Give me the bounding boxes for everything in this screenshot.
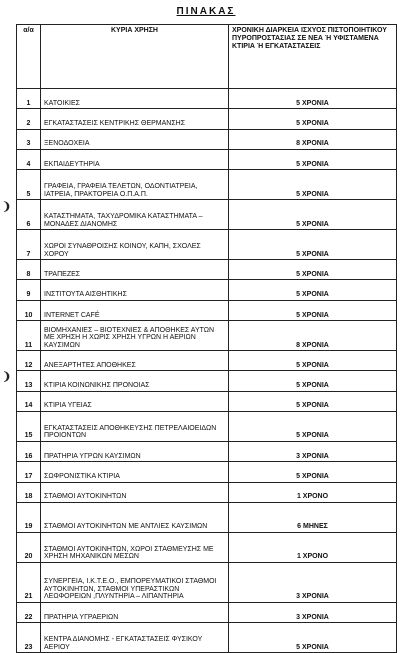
table-row <box>17 411 397 441</box>
page-title: ΠΙΝΑΚΑΣ <box>176 6 236 17</box>
table-row <box>17 391 397 411</box>
row-main-use: INTERNET CAFÉ <box>41 300 229 320</box>
row-main-use: ΧΩΡΟΙ ΣΥΝΑΘΡΟΙΣΗΣ ΚΟΙΝΟΥ, ΚΑΠΗ, ΣΧΟΛΕΣ ΧΟΡΟΥ <box>41 230 229 260</box>
row-duration: 5 ΧΡΟΝΙΑ <box>229 371 397 391</box>
table-row <box>17 230 397 260</box>
row-number: 12 <box>17 351 41 371</box>
row-number: 14 <box>17 391 41 411</box>
table-row <box>17 149 397 169</box>
row-main-use: ΠΡΑΤΗΡΙΑ ΥΓΡΩΝ ΚΑΥΣΙΜΩΝ <box>41 441 229 461</box>
header-duration: ΧΡΟΝΙΚΗ ΔΙΑΡΚΕΙΑ ΙΣΧΥΟΣ ΠΙΣΤΟΠΟΙΗΤΙΚΟΥ ΠΥΡΟΠΡΟΣΤΑΣΙΑΣ ΣΕ ΝΕΑ Ή ΥΦΙΣΤΑΜΕΝΑ ΚΤΙΡΙΑ Ή ΕΓΚΑΤΑΣΤΑΣΕΙΣ <box>229 25 397 89</box>
table-row <box>17 200 397 230</box>
row-number: 3 <box>17 129 41 149</box>
table-row <box>17 129 397 149</box>
row-duration: 5 ΧΡΟΝΙΑ <box>229 170 397 200</box>
table-row <box>17 321 397 351</box>
table-row <box>17 371 397 391</box>
row-duration: 5 ΧΡΟΝΙΑ <box>229 149 397 169</box>
margin-mark: ❩ <box>2 371 12 383</box>
row-number: 2 <box>17 109 41 129</box>
row-duration: 5 ΧΡΟΝΙΑ <box>229 200 397 230</box>
row-duration: 5 ΧΡΟΝΙΑ <box>229 623 397 653</box>
row-number: 16 <box>17 441 41 461</box>
row-main-use: ΣΥΝΕΡΓΕΙΑ, Ι.Κ.Τ.Ε.Ο., ΕΜΠΟΡΕΥΜΑΤΙΚΟΙ ΣΤΑΘΜΟΙ ΑΥΤΟΚΙΝΗΤΩΝ, ΣΤΑΘΜΟΙ ΥΠΕΡΑΣΤΙΚΩΝ ΛΕΩΦΟΡΕΙΩΝ ,ΠΛΥΝΤΗΡΙΑ – ΛΙΠΑΝΤΗΡΙΑ <box>41 562 229 602</box>
row-main-use: ΣΤΑΘΜΟΙ ΑΥΤΟΚΙΝΗΤΩΝ ΜΕ ΑΝΤΛΙΕΣ ΚΑΥΣΙΜΩΝ <box>41 502 229 532</box>
row-main-use: ΕΓΚΑΤΑΣΤΑΣΕΙΣ ΚΕΝΤΡΙΚΗΣ ΘΕΡΜΑΝΣΗΣ <box>41 109 229 129</box>
row-number: 15 <box>17 411 41 441</box>
row-number: 8 <box>17 260 41 280</box>
row-main-use: ΞΕΝΟΔΟΧΕΙΑ <box>41 129 229 149</box>
table-row <box>17 170 397 200</box>
row-number: 22 <box>17 602 41 622</box>
table-row <box>17 532 397 562</box>
table-row <box>17 280 397 300</box>
row-duration: 3 ΧΡΟΝΙΑ <box>229 441 397 461</box>
row-number: 20 <box>17 532 41 562</box>
table-row <box>17 300 397 320</box>
row-duration: 8 ΧΡΟΝΙΑ <box>229 321 397 351</box>
header-main-use: ΚΥΡΙΑ ΧΡΗΣΗ <box>41 25 229 89</box>
row-main-use: ΒΙΟΜΗΧΑΝΙΕΣ – ΒΙΟΤΕΧΝΙΕΣ & ΑΠΟΘΗΚΕΣ ΑΥΤΩΝ ΜΕ ΧΡΗΣΗ Η ΧΩΡΙΣ ΧΡΗΣΗ ΥΓΡΩΝ Η ΑΕΡΙΩΝ ΚΑΥΣΙΜΩΝ <box>41 321 229 351</box>
row-main-use: ΓΡΑΦΕΙΑ, ΓΡΑΦΕΙΑ ΤΕΛΕΤΩΝ, ΟΔΟΝΤΙΑΤΡΕΙΑ, ΙΑΤΡΕΙΑ, ΠΡΑΚΤΟΡΕΙΑ Ο.Π.Α.Π. <box>41 170 229 200</box>
row-main-use: ΕΓΚΑΤΑΣΤΑΣΕΙΣ ΑΠΟΘΗΚΕΥΣΗΣ ΠΕΤΡΕΛΑΙΟΕΙΔΩΝ ΠΡΟΙΟΝΤΩΝ <box>41 411 229 441</box>
row-main-use: ΚΕΝΤΡΑ ΔΙΑΝΟΜΗΣ - ΕΓΚΑΤΑΣΤΑΣΕΙΣ ΦΥΣΙΚΟΥ ΑΕΡΙΟΥ <box>41 623 229 653</box>
row-main-use: ΠΡΑΤΗΡΙΑ ΥΓΡΑΕΡΙΩΝ <box>41 602 229 622</box>
row-main-use: ΣΩΦΡΟΝΙΣΤΙΚΑ ΚΤΙΡΙΑ <box>41 462 229 482</box>
row-duration: 3 ΧΡΟΝΙΑ <box>229 562 397 602</box>
table-row <box>17 441 397 461</box>
row-number: 5 <box>17 170 41 200</box>
row-number: 17 <box>17 462 41 482</box>
row-duration: 5 ΧΡΟΝΙΑ <box>229 351 397 371</box>
row-main-use: ΚΑΤΑΣΤΗΜΑΤΑ, ΤΑΧΥΔΡΟΜΙΚΑ ΚΑΤΑΣΤΗΜΑΤΑ – ΜΟΝΑΔΕΣ ΔΙΑΝΟΜΗΣ <box>41 200 229 230</box>
row-main-use: ΚΑΤΟΙΚΙΕΣ <box>41 89 229 109</box>
table-row <box>17 502 397 532</box>
row-number: 23 <box>17 623 41 653</box>
row-duration: 6 ΜΗΝΕΣ <box>229 502 397 532</box>
row-number: 11 <box>17 321 41 351</box>
row-duration: 1 ΧΡΟΝΟ <box>229 532 397 562</box>
row-duration: 5 ΧΡΟΝΙΑ <box>229 280 397 300</box>
row-main-use: ΚΤΙΡΙΑ ΚΟΙΝΩΝΙΚΗΣ ΠΡΟΝΟΙΑΣ <box>41 371 229 391</box>
row-number: 9 <box>17 280 41 300</box>
row-duration: 5 ΧΡΟΝΙΑ <box>229 89 397 109</box>
row-duration: 5 ΧΡΟΝΙΑ <box>229 260 397 280</box>
row-number: 19 <box>17 502 41 532</box>
row-duration: 1 ΧΡΟΝΟ <box>229 482 397 502</box>
row-number: 6 <box>17 200 41 230</box>
row-duration: 5 ΧΡΟΝΙΑ <box>229 300 397 320</box>
table-header-row <box>17 25 397 89</box>
table-row <box>17 462 397 482</box>
row-number: 13 <box>17 371 41 391</box>
row-duration: 3 ΧΡΟΝΙΑ <box>229 602 397 622</box>
row-duration: 5 ΧΡΟΝΙΑ <box>229 462 397 482</box>
row-number: 18 <box>17 482 41 502</box>
row-duration: 8 ΧΡΟΝΙΑ <box>229 129 397 149</box>
table-row <box>17 89 397 109</box>
certificate-validity-table <box>16 24 397 653</box>
row-duration: 5 ΧΡΟΝΙΑ <box>229 109 397 129</box>
row-duration: 5 ΧΡΟΝΙΑ <box>229 391 397 411</box>
row-number: 21 <box>17 562 41 602</box>
row-main-use: ΣΤΑΘΜΟΙ ΑΥΤΟΚΙΝΗΤΩΝ <box>41 482 229 502</box>
row-number: 7 <box>17 230 41 260</box>
table-row <box>17 351 397 371</box>
row-main-use: ΙΝΣΤΙΤΟΥΤΑ ΑΙΣΘΗΤΙΚΗΣ <box>41 280 229 300</box>
table-row <box>17 602 397 622</box>
header-number: α/α <box>17 25 41 89</box>
margin-mark: ❩ <box>2 201 12 213</box>
table-row <box>17 482 397 502</box>
row-main-use: ΤΡΑΠΕΖΕΣ <box>41 260 229 280</box>
table-row <box>17 109 397 129</box>
row-duration: 5 ΧΡΟΝΙΑ <box>229 411 397 441</box>
table-row <box>17 623 397 653</box>
row-duration: 5 ΧΡΟΝΙΑ <box>229 230 397 260</box>
row-number: 1 <box>17 89 41 109</box>
row-number: 4 <box>17 149 41 169</box>
row-main-use: ΚΤΙΡΙΑ ΥΓΕΙΑΣ <box>41 391 229 411</box>
row-main-use: ΕΚΠΑΙΔΕΥΤΗΡΙΑ <box>41 149 229 169</box>
table-row <box>17 260 397 280</box>
table-row <box>17 562 397 602</box>
row-main-use: ΣΤΑΘΜΟΙ ΑΥΤΟΚΙΝΗΤΩΝ, ΧΩΡΟΙ ΣΤΑΘΜΕΥΣΗΣ ΜΕ ΧΡΗΣΗ ΜΗΧΑΝΙΚΩΝ ΜΕΣΩΝ <box>41 532 229 562</box>
row-main-use: ΑΝΕΞΑΡΤΗΤΕΣ ΑΠΟΘΗΚΕΣ <box>41 351 229 371</box>
row-number: 10 <box>17 300 41 320</box>
